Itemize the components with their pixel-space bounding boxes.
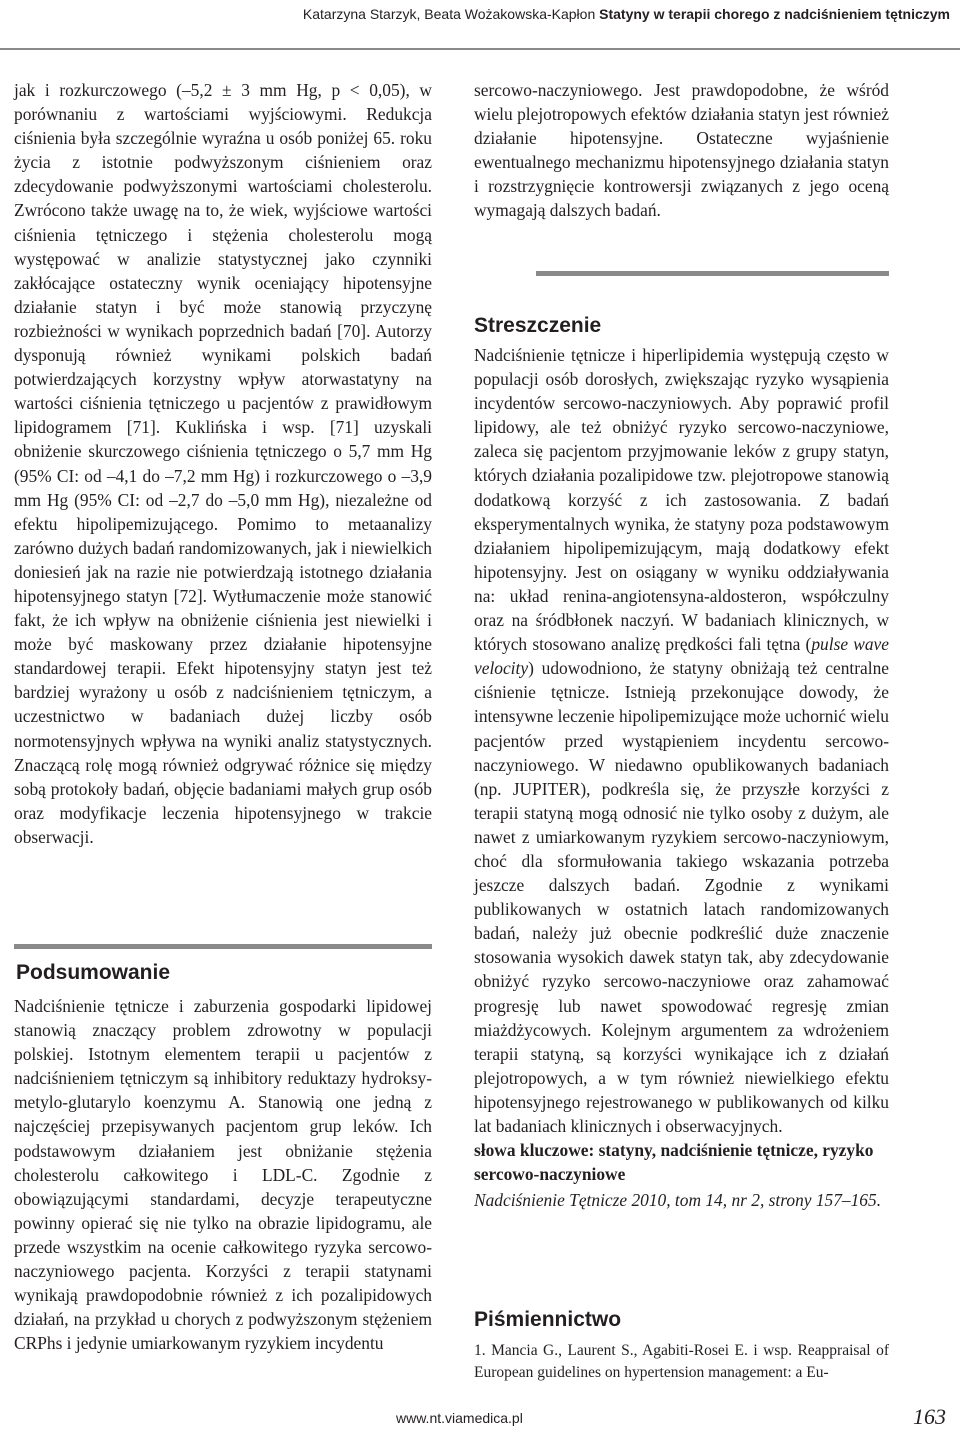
abstract-divider <box>536 271 889 276</box>
left-column <box>14 78 432 849</box>
abstract-paragraph <box>474 343 889 1138</box>
references-list <box>474 1340 889 1384</box>
footer-url: www.nt.viamedica.pl <box>396 1410 523 1426</box>
running-header <box>303 6 950 22</box>
references-title: Piśmiennictwo <box>474 1308 622 1331</box>
abstract-title: Streszczenie <box>474 314 602 337</box>
section-title-podsumowanie: Podsumowanie <box>16 961 171 984</box>
page-header <box>0 0 960 50</box>
abstract-text-rest: ) udowodniono, że statyny obniżają też centralne ciśnienie tętnicze. Istnieją przekonujące dowody, że intensywne leczenie hipolipemizujące może uchornić wielu pacjentów przed wystąpieniem incydentu sercowo-naczyniowego. W niedawno opublikowanych badaniach (np. JUPITER), podkreśla się, że przyszłe korzyści z terapii statyną mogą odnosić nie tylko osoby z dużym, ale nawet z umiarkowanym ryzykiem sercowo-naczyniowym, choć dla sformułowania takiego wskazania potrzeba jeszcze dalszych badań. Zgodnie z wynikami publikowanych w ostatnich latach randomizowanych badań, należy już obecnie podkreślić duże znaczenie stosowania wysokich dawek statyn tak, aby zdecydowanie obniżyć ryzyko sercowo-naczyniowe oraz zahamować progresję lub nawet spowodować regresję zmian miażdżycowych. Kolejnym argumentem za wdrożeniem terapii statyną, są korzyści wynikające ich z działań plejotropowych, a w tym również niewielkiego efektu hipotensyjnego rejestrowanego w publikowanych od kilku lat badaniach klinicznych i obserwacyjnych. <box>474 658 889 1136</box>
header-authors: Katarzyna Starzyk, Beata Wożakowska-Kapłon <box>302 6 596 22</box>
reference-item: 1. Mancia G., Laurent S., Agabiti-Rosei E. i wsp. Reappraisal of European guidelines on hypertension management: a Eu- <box>474 1342 889 1381</box>
right-column <box>474 78 889 223</box>
section-divider <box>14 944 432 949</box>
keywords: słowa kluczowe: statyny, nadciśnienie tętnicze, ryzyko sercowo-naczyniowe <box>474 1140 874 1185</box>
page-number: 163 <box>913 1404 946 1429</box>
continuation-paragraph: sercowo-naczyniowego. Jest prawdopodobne, że wśród wielu plejotropowych efektów działania statyn jest również działanie hipotensyjne. Ostateczne wyjaśnienie ewentualnego mechanizmu hipotensyjnego działania statyn i rozstrzygnięcie kontrowersji związanych z jego oceną wymagają dalszych badań. <box>474 80 889 221</box>
body-paragraph: jak i rozkurczowego (–5,2 ± 3 mm Hg, p < 0,05), w porównaniu z wartościami wyjściowymi. Redukcja ciśnienia była szczególnie wyraźna u osób poniżej 65. roku życia z istotnie podwyższonym ciśnieniem oraz zdecydowanie podwyższonymi wartościami cholesterolu. Zwrócono także uwagę na to, że wiek, wyjściowe wartości ciśnienia tętniczego i stężenia cholesterolu mogą występować w analizie statystycznej jako czynniki zakłócające ostateczny wynik oceniający hipotensyjne działanie statyn i być może stanowią przyczynę rozbieżności w wynikach poprzednich badań [70]. Autorzy dysponują również wynikami polskich badań potwierdzających korzystny wpływ atorwastatyny na wartości ciśnienia tętniczego u pacjentów z prawidłowym lipidogramem [71]. Kuklińska i wsp. [71] uzyskali obniżenie skurczowego ciśnienia tętniczego o 5,7 mm Hg (95% CI: od –4,1 do –7,2 mm Hg) i rozkurczowego o –3,9 mm Hg (95% CI: od –2,7 do –5,0 mm Hg), niezależne od efektu hipolipemizującego. Pomimo to metaanalizy zarówno dużych badań randomizowanych, jak i niewielkich doniesień jak na razie nie potwierdzają istotnego działania hipotensyjnego statyn [72]. Wytłumaczenie może stanowić fakt, że ich wpływ na obniżenie ciśnienia jest niewielki i może być maskowany przez działanie hipotensyjne standardowej terapii. Efekt hipotensyjny statyn jest też bardziej wyrażony u osób z nadciśnieniem tętniczym, a uczestnictwo w badaniach dużej liczby osób normotensyjnych wpływa na wyniki analiz statystycznych. Znaczącą rolę mogą również odgrywać różnice się między sobą protokoły badań, objęcie badaniami małych grup osób oraz modyfikacje leczenia hipotensyjnego w trakcie obserwacji. <box>14 80 432 847</box>
header-title: Statyny w terapii chorego z nadciśnieniem tętniczym <box>599 6 950 22</box>
abstract-block <box>474 343 889 1212</box>
summary-paragraph: Nadciśnienie tętnicze i zaburzenia gospodarki lipidowej stanowią znaczący problem zdrowotny w populacji polskiej. Istotnym elementem terapii u pacjentów z nadciśnieniem tętniczym są inhibitory reduktazy hydroksy-metylo-glutarylo koenzymu A. Stanowią one jedną z najczęściej przepisywanych pacjentom grup leków. Ich podstawowym działaniem jest obniżanie stężenia cholesterolu całkowitego i LDL-C. Zgodnie z obowiązującymi standardami, decyzje terapeutyczne powinny opierać się nie tylko na obrazie lipidogramu, ale przede wszystkim na ocenie całkowitego ryzyka sercowo-naczyniowego pacjenta. Korzyści z terapii statynami wynikają prawdopodobnie również z ich pozalipidowych działań, na przykład u chorych z podwyższonym stężeniem CRPhs i jedynie umiarkowanym ryzykiem incydentu <box>14 996 432 1354</box>
abstract-italic-term: pulse wave velocity <box>474 634 889 679</box>
abstract-text: Nadciśnienie tętnicze i hiperlipidemia występują często w populacji osób dorosłych, zwiększając ryzyko wysąpienia incydentów sercowo-naczyniowych. Aby poprawić profil lipidowy, ale też obniżyć ryzyko sercowo-naczyniowe, zaleca się pacjentom przyjmowanie leków z grupy statyn, których działania pozalipidowe tzw. plejotropowe stanowią dodatkową korzyść z ich zastosowania. Z badań eksperymentalnych wynika, że statyny poza podstawowym działaniem hipolipemizującym, mają dodatkowy efekt hipotensyjny. Jest on osiągany w wyniku oddziaływania na: układ renina-angiotensyna-aldosteron, współczulny oraz na śródbłonek naczyń. W badaniach klinicznych, w których stosowano analizę prędkości fali tętna ( <box>474 345 889 655</box>
summary-block <box>14 994 432 1355</box>
citation: Nadciśnienie Tętnicze 2010, tom 14, nr 2, strony 157–165. <box>474 1190 882 1211</box>
